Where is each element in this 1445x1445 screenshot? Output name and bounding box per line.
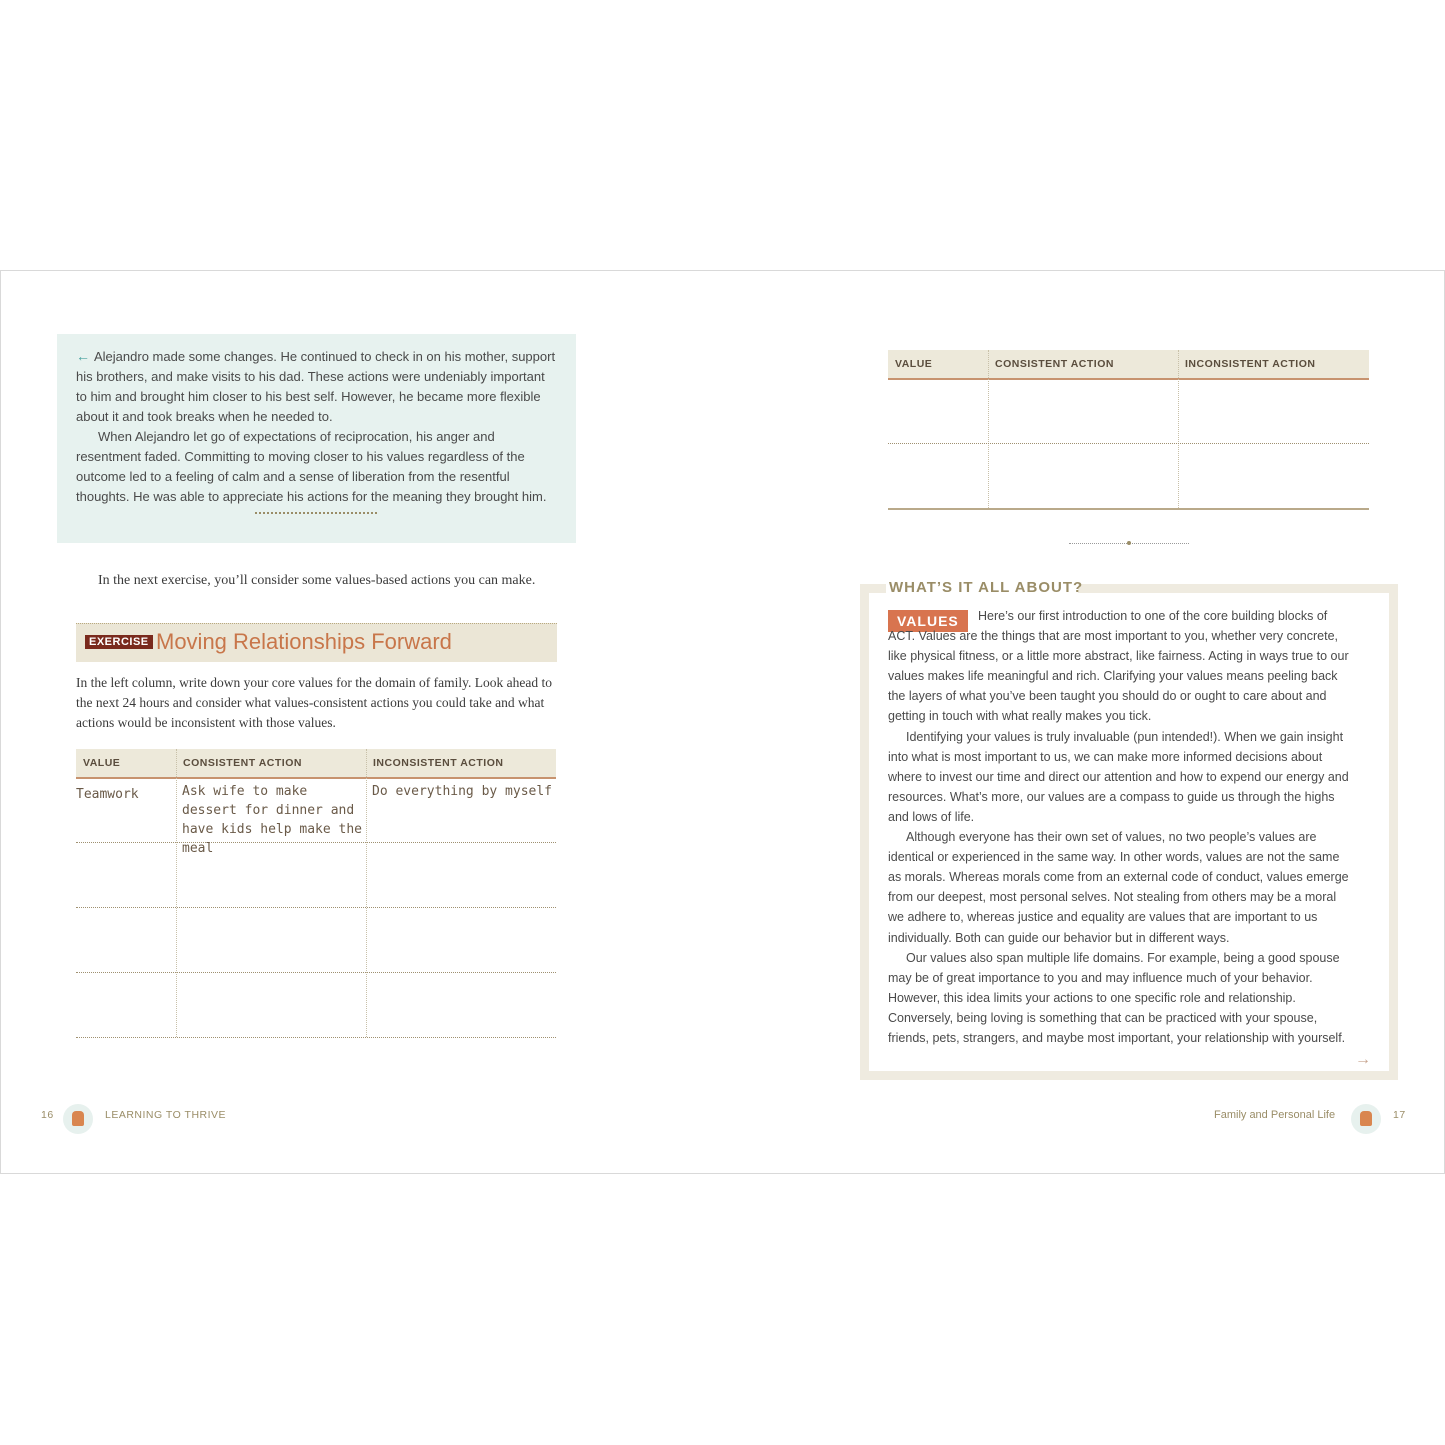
book-logo-icon [63,1104,93,1134]
page-number-left: 16 [41,1109,54,1121]
running-head-left: LEARNING TO THRIVE [105,1109,227,1121]
about-paragraph: Identifying your values is truly invaluable (pun intended!). When we gain insight into what is most important to us, we can make more informed decisions about where to invest our time and direct our attention and how to expend our energy and resources. What’s more, our values are a compass to guide us through the highs and lows of life. [888,729,1349,824]
column-divider [176,749,177,1037]
values-badge: VALUES [888,610,968,632]
column-divider [366,749,367,1037]
right-page [723,271,1444,1173]
exercise-badge: EXERCISE [85,635,153,649]
book-spread [0,270,1445,1174]
about-text [888,606,1354,1048]
about-box-top-rule [1078,584,1389,593]
cell-inconsistent-action[interactable]: Do everything by myself [372,784,553,799]
table-bottom-rule [888,508,1369,510]
arrow-left-icon: ← [76,348,90,364]
lead-in-text: In the next exercise, you’ll consider some values-based actions you can make. [98,573,536,588]
row-divider [76,972,556,973]
column-divider [1178,350,1179,508]
row-divider [888,443,1369,444]
header-inconsistent-action: INCONSISTENT ACTION [373,757,504,769]
row-divider [76,1037,556,1038]
header-value: VALUE [895,358,933,370]
header-consistent-action: CONSISTENT ACTION [183,757,302,769]
about-box-top-rule [860,584,886,593]
values-table-left [76,749,556,1039]
left-page [1,271,721,1173]
cell-consistent-action[interactable]: Ask wife to make dessert for dinner and have kids help make the meal [182,784,363,856]
running-head-right: Family and Personal Life [1214,1109,1336,1121]
header-consistent-action: CONSISTENT ACTION [995,358,1114,370]
values-table-right [888,350,1369,510]
about-paragraph: Although everyone has their own set of values, no two people’s values are identical or experienced in the same way. In other words, values are not the same as morals. Whereas morals come from an external code of conduct, values emerge from our deepest, most personal selves. Not stealing from others may be a moral we adhere to, whereas justice and equality are values that are important to us individually. Both can guide our behavior but in different ways. [888,830,1349,945]
cell-value[interactable]: Teamwork [76,787,139,802]
ornament-dot [1127,541,1131,545]
exercise-header [76,623,557,662]
arrow-right-icon: → [1355,1051,1371,1068]
story-paragraph-2: When Alejandro let go of expectations of reciprocation, his anger and resentment faded. Committing to moving closer to his values regardless of the outcome led to a feeling of calm and a sense of liberation from the resentful thoughts. He was able to appreciate his actions for the meaning they brought him. [76,429,547,504]
header-inconsistent-action: INCONSISTENT ACTION [1185,358,1316,370]
page-number-right: 17 [1393,1109,1406,1121]
header-value: VALUE [83,757,121,769]
about-title: WHAT’S IT ALL ABOUT? [889,579,1084,596]
about-paragraph: Our values also span multiple life domains. For example, being a good spouse may be of great importance to you and may influence much of your behavior. However, this idea limits your actions to one specific role and relationship. Conversely, being loving is something that can be practiced with your spouse, friends, pets, strangers, and maybe most important, your relationship with yourself. [888,950,1346,1045]
exercise-title: Moving Relationships Forward [156,629,452,654]
row-divider [76,907,556,908]
divider-dots [255,512,377,514]
story-paragraph-1: ← Alejandro made some changes. He continued to check in on his mother, support his brothers, and make visits to his dad. These actions were undeniably important to him and brought him closer to his best self. However, he became more flexible about it and took breaks when he needed to. [76,348,556,424]
column-divider [988,350,989,508]
story-box [57,334,576,543]
book-logo-icon [1351,1104,1381,1134]
exercise-instructions: In the left column, write down your core values for the domain of family. Look ahead to the next 24 hours and consider what values-consistent actions you could take and what actions would be inconsistent with those values. [76,675,552,730]
about-paragraph: Here’s our first introduction to one of the core building blocks of ACT. Values are the things that are most important to you, whether very concrete, like physical fitness, or a little more abstract, like fairness. Acting in ways true to our values makes life meaningful and rich. Clarifying your values means peeling back the layers of what you’ve been taught you should do or ought to care about and getting in touch with what really makes you tick. [888,609,1349,724]
